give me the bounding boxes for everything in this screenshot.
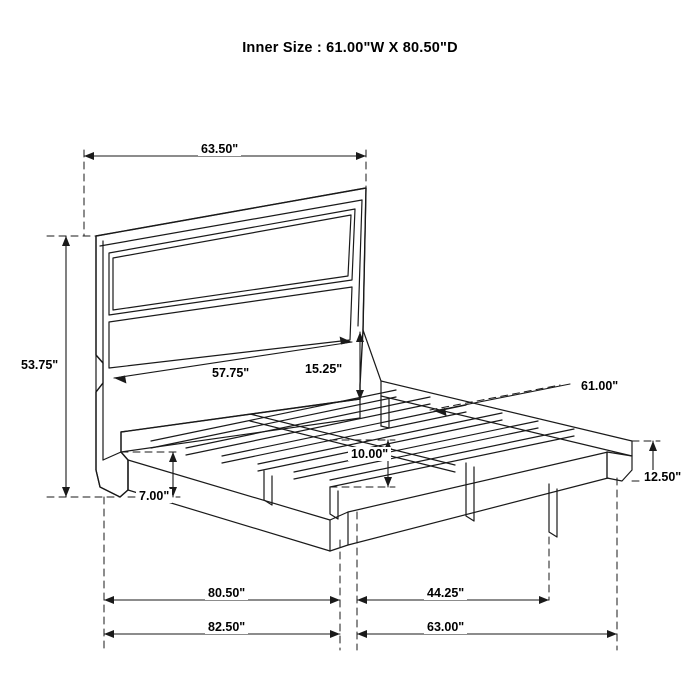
- dimension-label-side-rail-height: 12.50": [641, 470, 684, 484]
- dimension-label-inner-width: 61.00": [578, 379, 621, 393]
- dimension-label-inner-depth: 80.50": [205, 586, 248, 600]
- dimension-label-headboard-lower-height: 15.25": [302, 362, 345, 376]
- dimension-label-overall-height: 53.75": [18, 358, 61, 372]
- dimension-label-headboard-width: 63.50": [198, 142, 241, 156]
- page-title: Inner Size : 61.00"W X 80.50"D: [242, 40, 458, 56]
- dimension-label-headboard-panel-width: 57.75": [209, 366, 252, 380]
- dimension-label-floor-clearance: 7.00": [136, 489, 172, 503]
- dimension-label-overall-width: 63.00": [424, 620, 467, 634]
- dimension-label-footboard-inner-width: 44.25": [424, 586, 467, 600]
- dimension-label-slat-clearance: 10.00": [348, 447, 391, 461]
- dimension-label-overall-depth: 82.50": [205, 620, 248, 634]
